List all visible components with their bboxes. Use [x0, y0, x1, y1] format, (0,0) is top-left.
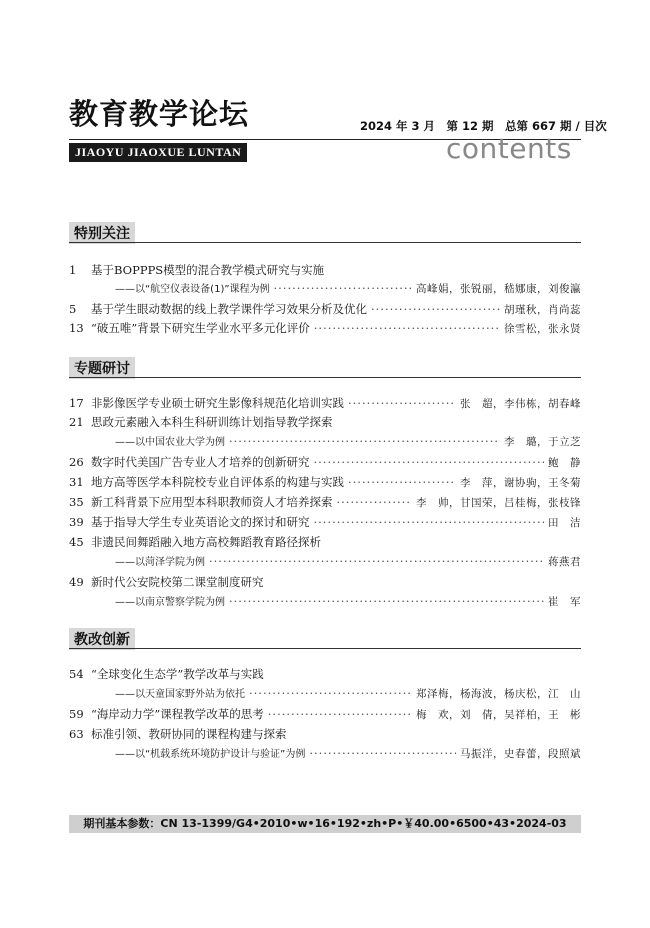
article-title: 非遗民间舞蹈融入地方高校舞蹈教育路径探析 [91, 535, 321, 549]
article-authors: 李 萍，谢协驹，王冬菊 [460, 477, 581, 489]
journal-parameters: 期刊基本参数：CN 13-1399/G4•2010•w•16•192•zh•P•￥40.00•6500•43•2024-03 [69, 815, 581, 833]
page-number: 59 [69, 707, 84, 721]
toc-entry[interactable] [69, 594, 581, 610]
article-authors: 李 璐，于立芝 [504, 436, 581, 448]
toc-entry[interactable] [69, 727, 581, 742]
leader-dots [314, 321, 500, 336]
leader-dots [348, 475, 456, 490]
toc-entry[interactable] [69, 415, 581, 430]
article-authors: 蒋燕君 [548, 556, 581, 568]
article-subtitle: ——以“机载系统环境防护设计与验证”为例 [115, 749, 306, 760]
section-divider [69, 242, 581, 243]
toc-entry[interactable] [69, 321, 581, 337]
article-authors: 崔 军 [548, 596, 581, 608]
article-subtitle: ——以中国农业大学为例 [115, 437, 225, 448]
toc-entry[interactable] [69, 667, 581, 682]
page-number: 39 [69, 515, 84, 529]
article-authors: 徐雪松，张永贤 [504, 323, 581, 335]
toc-entry[interactable] [69, 455, 581, 471]
leader-dots [348, 396, 456, 411]
article-subtitle: ——以“航空仪表设备(1)”课程为例 [115, 284, 270, 295]
article-subtitle: ——以南京警察学院为例 [115, 597, 225, 608]
page-number: 63 [69, 727, 84, 741]
toc-entry[interactable] [69, 707, 581, 723]
article-title: 标准引领、教研协同的课程构建与探索 [91, 727, 287, 741]
article-authors: 高峰娟，张锐丽，嵇娜康，刘俊瀛 [416, 283, 581, 295]
leader-dots [229, 434, 500, 449]
section-divider [69, 377, 581, 378]
article-subtitle: ——以菏泽学院为例 [115, 557, 205, 568]
article-title: 新工科背景下应用型本科职教师资人才培养探索 [91, 495, 333, 509]
toc-entry[interactable] [69, 535, 581, 550]
article-authors: 胡瑾秋，肖尚蕊 [504, 304, 581, 316]
article-authors: 鲍 静 [548, 457, 581, 469]
page-number: 45 [69, 535, 84, 549]
page-number: 13 [69, 321, 84, 335]
article-title: “破五唯”背景下研究生学业水平多元化评价 [91, 321, 310, 335]
page-number: 49 [69, 575, 84, 589]
toc-entry[interactable] [69, 515, 581, 531]
toc-entry[interactable] [69, 396, 581, 412]
toc-entry[interactable] [69, 575, 581, 590]
article-title: 思政元素融入本科生科研训练计划指导教学探索 [91, 415, 333, 429]
page-number: 17 [69, 396, 84, 410]
toc-entry[interactable] [69, 686, 581, 702]
article-authors: 梅 欢，刘 倩，吴祥柏，王 彬 [416, 709, 581, 721]
article-title: “海岸动力学”课程教学改革的思考 [91, 707, 264, 721]
section-title: 专题研讨 [69, 357, 135, 379]
article-authors: 马振洋，史春蕾，段照斌 [460, 748, 581, 760]
article-authors: 张 超，李伟栋，胡春峰 [460, 398, 581, 410]
article-title: 基于指导大学生专业英语论文的探讨和研究 [91, 515, 310, 529]
issue-info: 2024 年 3 月 第 12 期 总第 667 期 / 目次 [360, 119, 607, 133]
toc-entry[interactable] [69, 434, 581, 450]
journal-pinyin: JIAOYU JIAOXUE LUNTAN [69, 143, 247, 162]
leader-dots [249, 686, 412, 701]
page-number: 5 [69, 302, 77, 316]
contents-label: contents [446, 132, 572, 165]
article-title: 非影像医学专业硕士研究生影像科规范化培训实践 [91, 396, 344, 410]
toc-entry[interactable] [69, 263, 581, 278]
leader-dots [309, 746, 456, 761]
leader-dots [337, 495, 413, 510]
section-title: 特别关注 [69, 222, 135, 244]
page-number: 35 [69, 495, 84, 509]
toc-entry[interactable] [69, 746, 581, 762]
toc-entry[interactable] [69, 302, 581, 318]
article-authors: 李 帅，甘国荣，吕桂梅，张枝锋 [416, 497, 581, 509]
article-authors: 郑泽梅，杨海波，杨庆松，江 山 [416, 688, 581, 700]
section-divider [69, 648, 581, 649]
page-number: 26 [69, 455, 84, 469]
article-title: 新时代公安院校第二课堂制度研究 [91, 575, 264, 589]
leader-dots [314, 455, 545, 470]
article-title: “全球变化生态学”教学改革与实践 [91, 667, 264, 681]
toc-entry[interactable] [69, 281, 581, 297]
article-title: 基于学生眼动数据的线上教学课件学习效果分析及优化 [91, 302, 367, 316]
toc-entry[interactable] [69, 554, 581, 570]
leader-dots [371, 302, 500, 317]
leader-dots [274, 281, 412, 296]
leader-dots [229, 594, 544, 609]
article-authors: 田 洁 [548, 517, 581, 529]
page-number: 21 [69, 415, 84, 429]
leader-dots [209, 554, 544, 569]
page-number: 54 [69, 667, 84, 681]
page-number: 1 [69, 263, 77, 277]
article-title: 数字时代美国广告专业人才培养的创新研究 [91, 455, 310, 469]
article-title: 基于BOPPPS模型的混合教学模式研究与实施 [91, 263, 325, 277]
section-title: 教改创新 [69, 628, 135, 650]
article-subtitle: ——以天童国家野外站为依托 [115, 689, 245, 700]
leader-dots [314, 515, 545, 530]
article-title: 地方高等医学本科院校专业自评体系的构建与实践 [91, 475, 344, 489]
page-number: 31 [69, 475, 84, 489]
toc-entry[interactable] [69, 475, 581, 491]
leader-dots [268, 707, 412, 722]
journal-title: 教育教学论坛 [69, 97, 250, 131]
toc-entry[interactable] [69, 495, 581, 511]
